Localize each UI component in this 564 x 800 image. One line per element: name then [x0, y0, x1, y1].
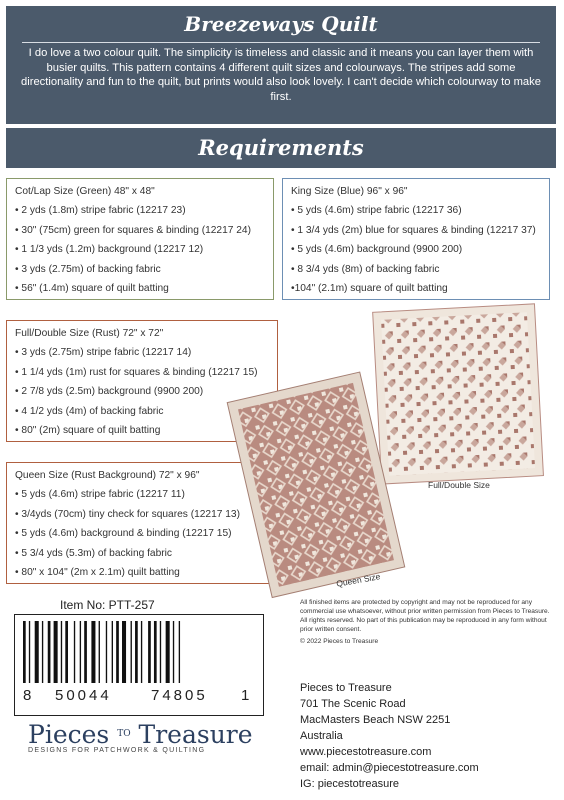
email-link[interactable]: email: admin@piecestotreasure.com: [300, 762, 479, 774]
item-number: Item No: PTT-257: [60, 598, 155, 612]
list-item: • 2 yds (1.8m) stripe fabric (12217 23): [15, 205, 186, 216]
page-title: Breezeways Quilt: [184, 12, 378, 36]
full-double-quilt: [373, 304, 544, 484]
list-item: • 5 3/4 yds (5.3m) of backing fabric: [15, 547, 173, 559]
barcode-bars: [15, 621, 261, 683]
list-item: • 5 yds (4.6m) stripe fabric (12217 11): [15, 489, 185, 500]
list-item: • 5 yds (4.6m) stripe fabric (12217 36): [291, 205, 462, 216]
list-item: • 4 1/2 yds (4m) of backing fabric: [15, 405, 164, 417]
instagram-handle: IG: piecestotreasure: [300, 778, 400, 790]
list-item: • 80" (2m) square of quilt batting: [15, 425, 161, 436]
list-item: • 5 yds (4.6m) background (9900 200): [291, 244, 463, 255]
barcode-digits: 74805: [151, 687, 208, 704]
company-name: Pieces to Treasure: [300, 682, 392, 694]
list-item: • 3/4yds (70cm) tiny check for squares (12217 13): [15, 508, 240, 520]
website-link[interactable]: www.piecestotreasure.com: [300, 746, 432, 758]
list-item: • 1 1/4 yds (1m) rust for squares & binding (12217 15): [15, 366, 258, 378]
copyright-notice: [300, 598, 552, 646]
list-item: • 5 yds (4.6m) background & binding (12217 15): [15, 528, 232, 539]
list-item: • 3 yds (2.75m) stripe fabric (12217 14): [15, 347, 192, 358]
full-double-caption: Full/Double Size: [428, 480, 490, 490]
queen-caption: Queen Size: [335, 571, 381, 589]
box-title: King Size (Blue) 96" x 96": [291, 186, 408, 197]
logo-word: TO: [117, 729, 131, 739]
intro-text: I do love a two colour quilt. The simplicity is timeless and classic and it means you can layer them with busier quilts. This pattern contains 4 different quilt sizes and colourways. The stripes add some directionality and fun to the quilt, but prints would also look lovely. I can't decide which colourway to make first.: [21, 47, 541, 103]
list-item: •104" (2.1m) square of quilt batting: [291, 283, 448, 294]
box-title: Cot/Lap Size (Green) 48" x 48": [15, 186, 155, 197]
list-item: • 2 7/8 yds (2.5m) background (9900 200): [15, 386, 204, 397]
country: Australia: [300, 730, 343, 742]
logo-tagline: DESIGNS FOR PATCHWORK & QUILTING: [28, 747, 206, 754]
box-title: Queen Size (Rust Background) 72" x 96": [15, 470, 200, 481]
copyright-text: All finished items are protected by copyright and may not be reproduced for any commercial use whatsoever, without prior written permission from Pieces to Treasure. All rights reserved. No part of this publication may be reproduced in any form without prior written consent.: [300, 599, 550, 633]
suburb: MacMasters Beach NSW 2251: [300, 714, 451, 726]
logo-word: Treasure: [138, 720, 253, 749]
barcode-digits: 50044: [55, 687, 112, 704]
requirements-heading: Requirements: [198, 135, 364, 160]
list-item: • 56" (1.4m) square of quilt batting: [15, 283, 169, 294]
list-item: • 1 1/3 yds (1.2m) background (12217 12): [15, 244, 204, 255]
contact-address: [300, 680, 479, 792]
barcode-digit: 8: [23, 687, 32, 704]
company-logo: [28, 720, 273, 754]
list-item: • 3 yds (2.75m) of backing fabric: [15, 263, 161, 275]
list-item: • 30" (75cm) green for squares & binding (12217 24): [15, 224, 251, 236]
barcode: [14, 614, 264, 716]
logo-word: Pieces: [28, 720, 110, 749]
street: 701 The Scenic Road: [300, 698, 406, 710]
barcode-digit: 1: [241, 687, 250, 704]
list-item: • 1 3/4 yds (2m) blue for squares & binding (12217 37): [291, 224, 536, 236]
list-item: • 8 3/4 yds (8m) of backing fabric: [291, 263, 440, 275]
copyright-year: © 2022 Pieces to Treasure: [300, 638, 379, 645]
list-item: • 80" x 104" (2m x 2.1m) quilt batting: [15, 567, 180, 578]
box-title: Full/Double Size (Rust) 72" x 72": [15, 328, 164, 339]
